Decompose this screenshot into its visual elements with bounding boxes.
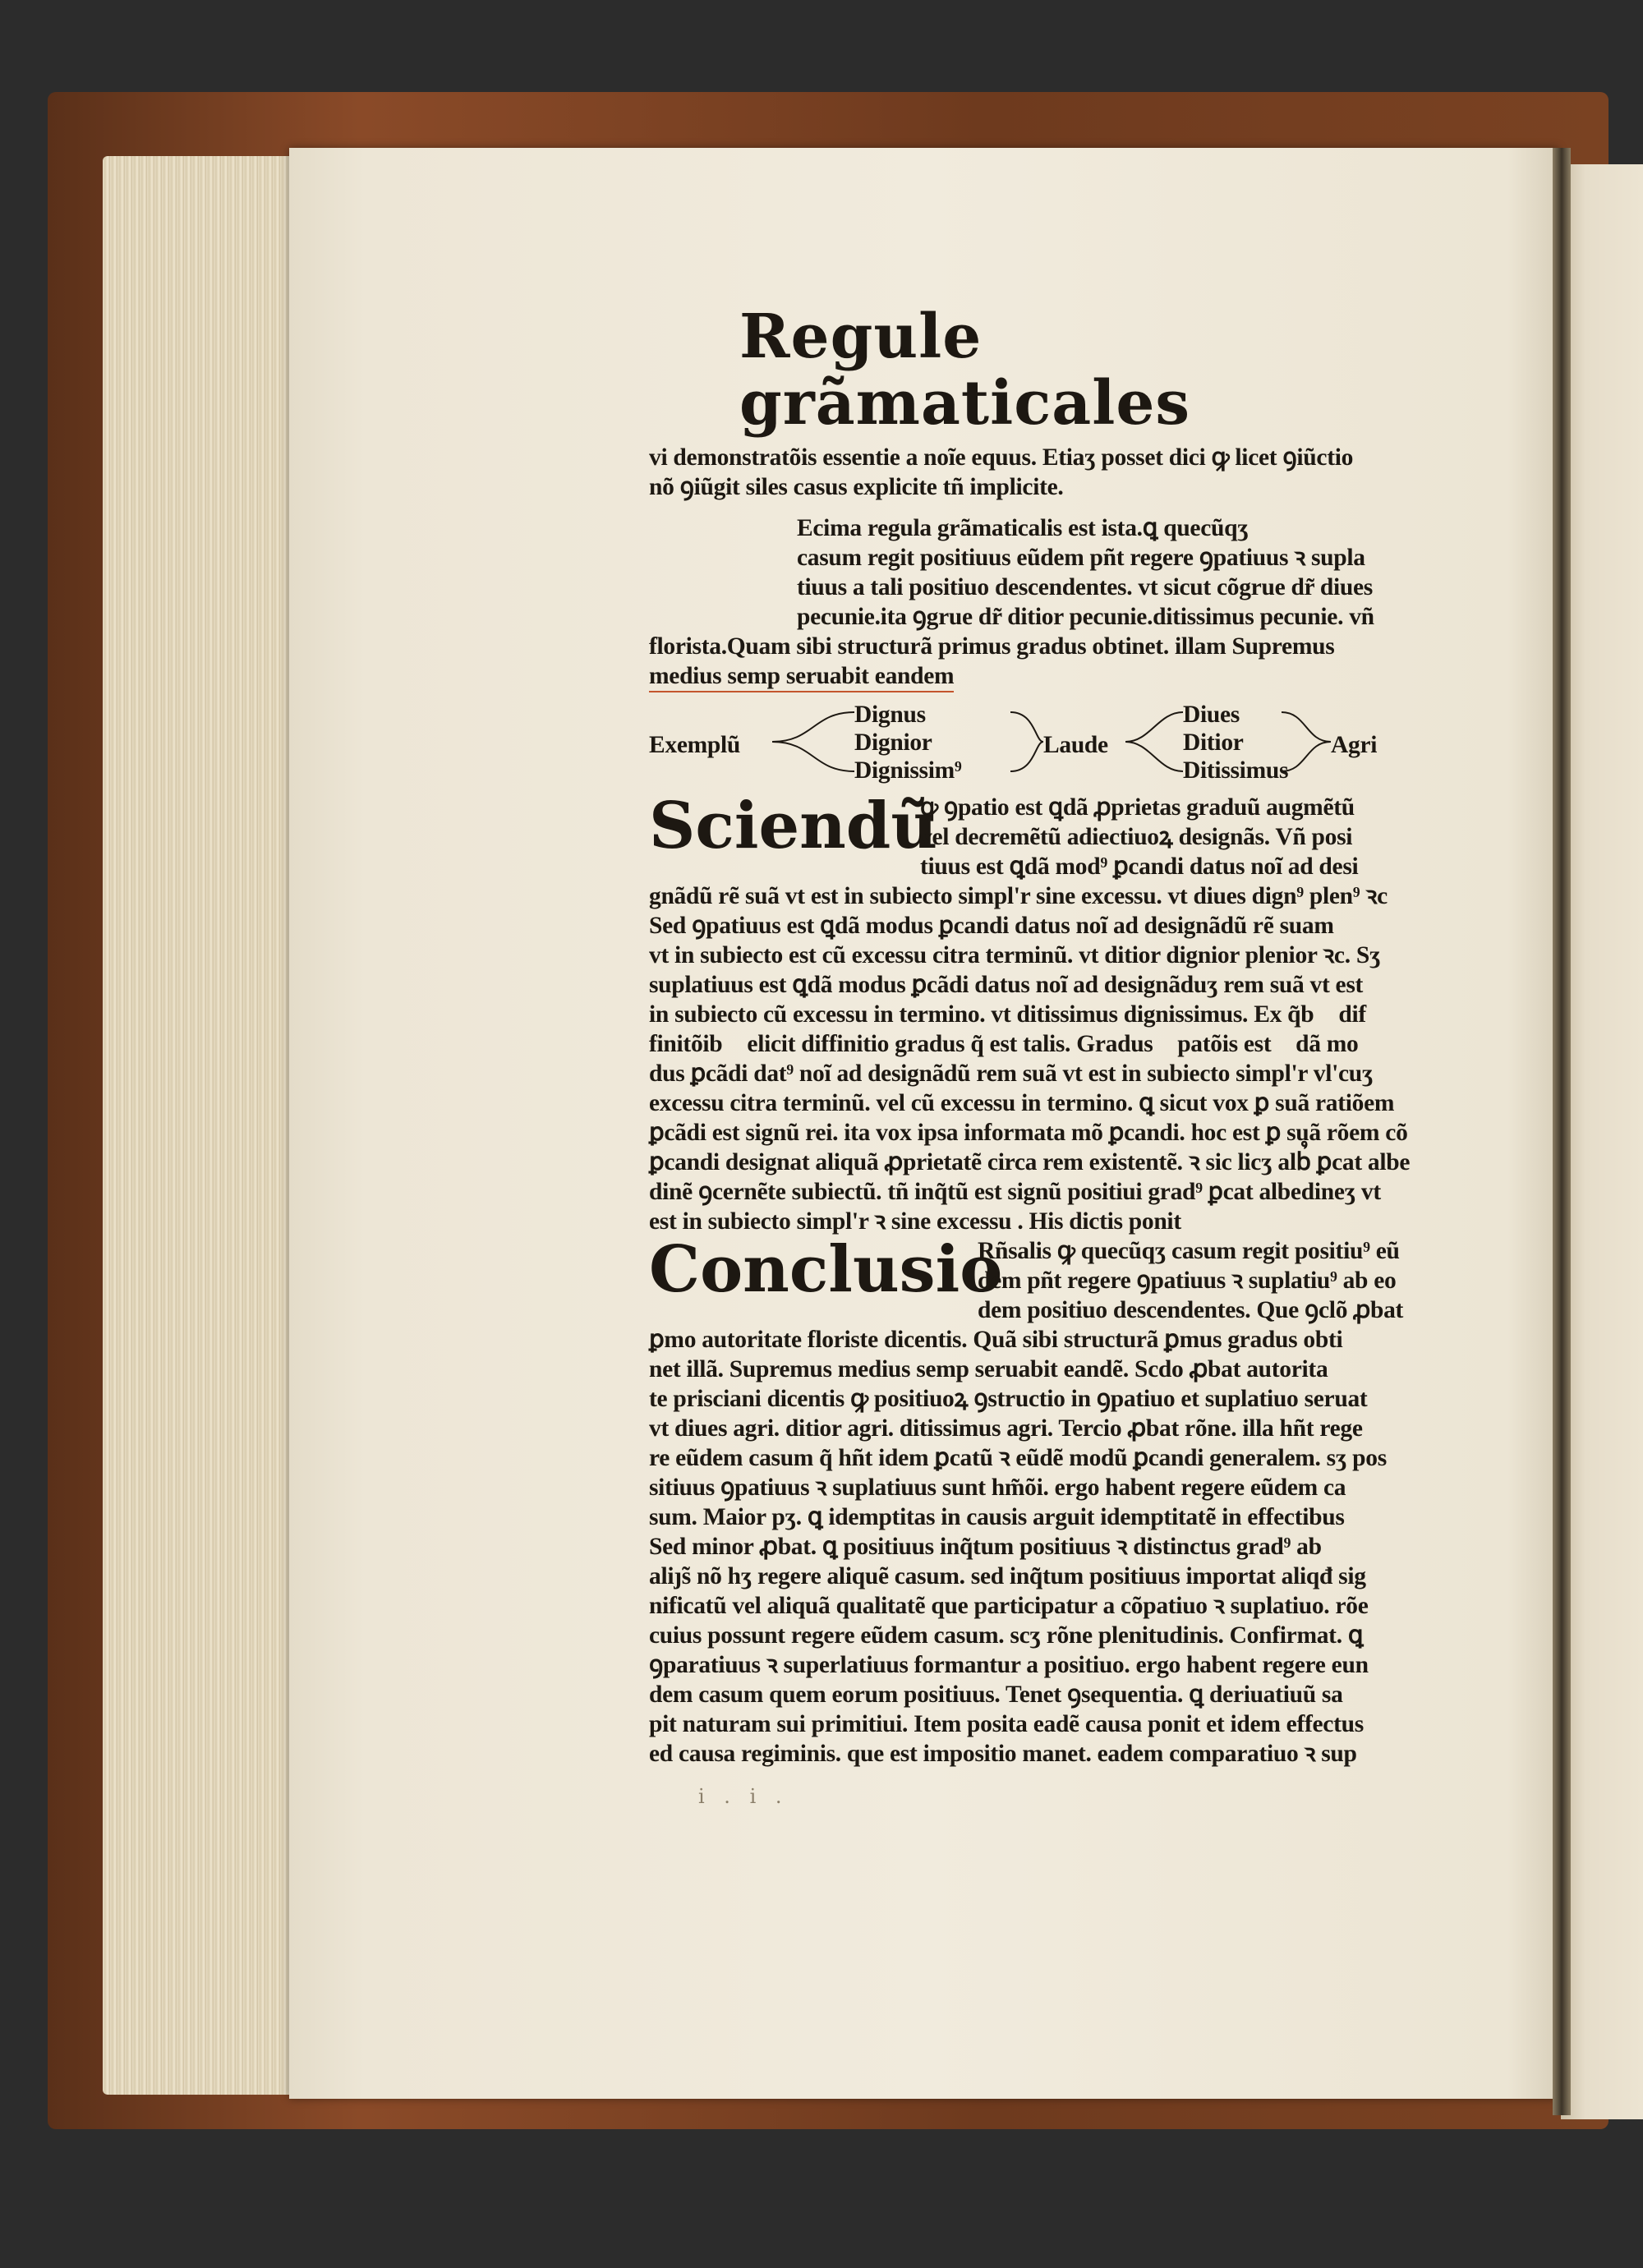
example-label: Exemplũ [649, 731, 741, 758]
example-last: Agri [1331, 731, 1378, 758]
text-line: in subiecto cũ excessu in termino. vt ditissimus dignissimus. Ex q̃b᷒ dif [649, 1001, 1366, 1028]
text-line: pecunie.ita ꝯgrue dr̃ ditior pecunie.ditissimus pecunie. vñ [797, 603, 1374, 630]
text-line: vt in subiecto est cũ excessu citra terminũ. vt ditior dignior plenior ꝛc. Sʒ [649, 941, 1381, 968]
text-line: te prisciani dicentis ꝙ positiuoꝝ ꝯstructio in ꝯpatiuo et suplatiuo seruat [649, 1385, 1368, 1412]
faint-marks: i . i . [698, 1784, 789, 1808]
text-line: suplatiuus est ꝗdã modus ꝑcãdi datus noĩ ad designãduʒ rem suã vt est [649, 971, 1364, 998]
text-line: dem casum quem eorum positiuus. Tenet ꝯsequentia. ꝗ deriuatiuũ sa [649, 1681, 1343, 1708]
conclusio-beside [978, 1236, 1462, 1325]
text-line: nõ ꝯiũgit siles casus explicite tñ implicite. [649, 473, 1064, 500]
page-text [649, 301, 1454, 1808]
sciendum-heading-row [649, 788, 1454, 881]
text-line: tiuus a tali positiuo descendentes. vt sicut cõgrue dr̃ diues [797, 573, 1373, 600]
example-word: Dignus [854, 701, 926, 728]
text-line: dem positiuo descendentes. Que ꝯclõ ꝓbat [978, 1296, 1404, 1323]
text-line: vi demonstratõis essentie a noĩe equus. Etiaʒ posset dici ꝙ licet ꝯiũctio [649, 444, 1354, 471]
example-word: Ditissimus [1183, 757, 1289, 784]
text-line: florista.Quam sibi structurã primus gradus obtinet. illam Supremus [649, 633, 1335, 660]
regula-paragraph [649, 513, 1454, 692]
text-line: tiuus est ꝗdã mod⁹ ꝑcandi datus noĩ ad desi [920, 853, 1359, 880]
text-line: sitiuus ꝯpatiuus ꝛ suplatiuus sunt hm̃õi. ergo habent regere eũdem ca [649, 1474, 1346, 1501]
sciendum-beside [920, 793, 1462, 881]
example-word: Dignissim⁹ [854, 757, 962, 784]
text-line: nificatũ vel aliquã qualitatẽ que participatur a cõpatiuo ꝛ suplatiuo. rõe [649, 1592, 1369, 1619]
text-line: cuius possunt regere eũdem casum. scʒ rõne plenitudinis. Confirmat. ꝗ [649, 1622, 1364, 1649]
facing-page [1561, 164, 1643, 2119]
text-line: ed causa regiminis. que est impositio manet. eadem comparatiuo ꝛ sup [649, 1740, 1357, 1767]
text-line: Sed minor ꝓbat. ꝗ positiuus inq̃tum positiuus ꝛ distinctus grad⁹ ab [649, 1533, 1322, 1560]
text-line: dem pñt regere ꝯpatiuus ꝛ suplatiu⁹ ab eo [978, 1267, 1397, 1294]
conclusio-word: Conclusio [649, 1231, 1003, 1307]
text-line: Rñsalis ꝙ quecũqʒ casum regit positiu⁹ eũ [978, 1237, 1400, 1264]
text-line: vel decremẽtũ adiectiuoꝝ designãs. Vñ posi [920, 823, 1353, 850]
conclusio-heading-row [649, 1231, 1454, 1325]
text-span: medius semp seruabit eandem [649, 661, 954, 692]
text-line: Sed ꝯpatiuus est ꝗdã modus ꝑcandi datus noĩ ad designãdũ rẽ suam [649, 912, 1334, 939]
conclusio-section [649, 1231, 1454, 1769]
text-line: pit naturam sui primitiui. Item posita eadẽ causa ponit et idem effectus [649, 1710, 1364, 1737]
text-line-final [649, 661, 1454, 692]
example-word: Ditior [1183, 729, 1244, 756]
text-line: excessu citra terminũ. vel cũ excessu in termino. ꝗ sicut vox ꝑ suã ratiõem [649, 1089, 1395, 1116]
book-gutter [1553, 148, 1571, 2115]
text-line: dinẽ ꝯcernẽte subiectũ. tñ inq̃tũ est signũ positiui grad⁹ ꝑcat albedineʒ vt [649, 1178, 1381, 1205]
text-line: casum regit positiuus eũdem pñt regere ꝯpatiuus ꝛ supla [797, 544, 1365, 571]
text-line: net illã. Supremus medius semp seruabit eandẽ. Scdo ꝓbat autorita [649, 1355, 1328, 1382]
example-diagram [649, 701, 1454, 786]
sciendum-section [649, 788, 1454, 1236]
example-word: Dignior [854, 729, 932, 756]
regula-first-line [649, 513, 1454, 543]
running-head: Regule grãmaticales [739, 301, 1191, 439]
opening-lines [649, 443, 1454, 502]
text-span: Ecima regula grãmaticalis est ista.ꝗ quecũqʒ [797, 514, 1249, 541]
text-line: ꝑmo autoritate floriste dicentis. Quã sibi structurã ꝑmus gradus obti [649, 1326, 1343, 1353]
example-column-2 [1183, 701, 1288, 784]
text-line: est in subiecto simpl'r ꝛ sine excessu . His dictis ponit [649, 1208, 1181, 1235]
example-middle: Laude [1043, 731, 1108, 758]
text-line: dus ꝑcãdi dat⁹ noĩ ad designãdũ rem suã vt est in subiecto simpl'r vl'cuʒ [649, 1060, 1374, 1087]
text-line: sum. Maior pʒ. ꝗ idemptitas in causis arguit idemptitatẽ in effectibus [649, 1503, 1345, 1530]
text-line: ꝑcandi designat aliquã ꝓprietatẽ circa rem existentẽ. ꝛ sic licʒ alb᷒ ꝑcat albe [649, 1148, 1411, 1175]
sciendum-word: Sciendũ [649, 788, 938, 863]
text-line: finitõib᷒ elicit diffinitio gradus q̃ est talis. Gradus ꝯpatõis est ꝗdã mo [649, 1030, 1359, 1057]
example-word: Diues [1183, 701, 1240, 728]
text-line: re eũdem casum q̃ hñt idem ꝑcatũ ꝛ eũdẽ modũ ꝑcandi generalem. sʒ pos [649, 1444, 1387, 1471]
example-column-1 [854, 701, 961, 784]
text-line: ꝑcãdi est signũ rei. ita vox ipsa informata mõ ꝑcandi. hoc est ꝑ suã rõem cõ [649, 1119, 1408, 1146]
text-line: gnãdũ rẽ suã vt est in subiecto simpl'r sine excessu. vt diues dign⁹ plen⁹ ꝛc [649, 882, 1388, 909]
text-line: ꝯparatiuus ꝛ superlatiuus formantur a positiuo. ergo habent regere eun [649, 1651, 1369, 1678]
text-line: aliȷ̃s nõ hʒ regere aliquẽ casum. sed inq̃tum positiuus importat aliqđ sig [649, 1562, 1366, 1589]
text-line: vt diues agri. ditior agri. ditissimus agri. Tercio ꝓbat rõne. illa hñt rege [649, 1415, 1363, 1442]
text-line: ꝙ ꝯpatio est ꝗdã ꝓprietas graduũ augmẽtũ [920, 794, 1355, 821]
